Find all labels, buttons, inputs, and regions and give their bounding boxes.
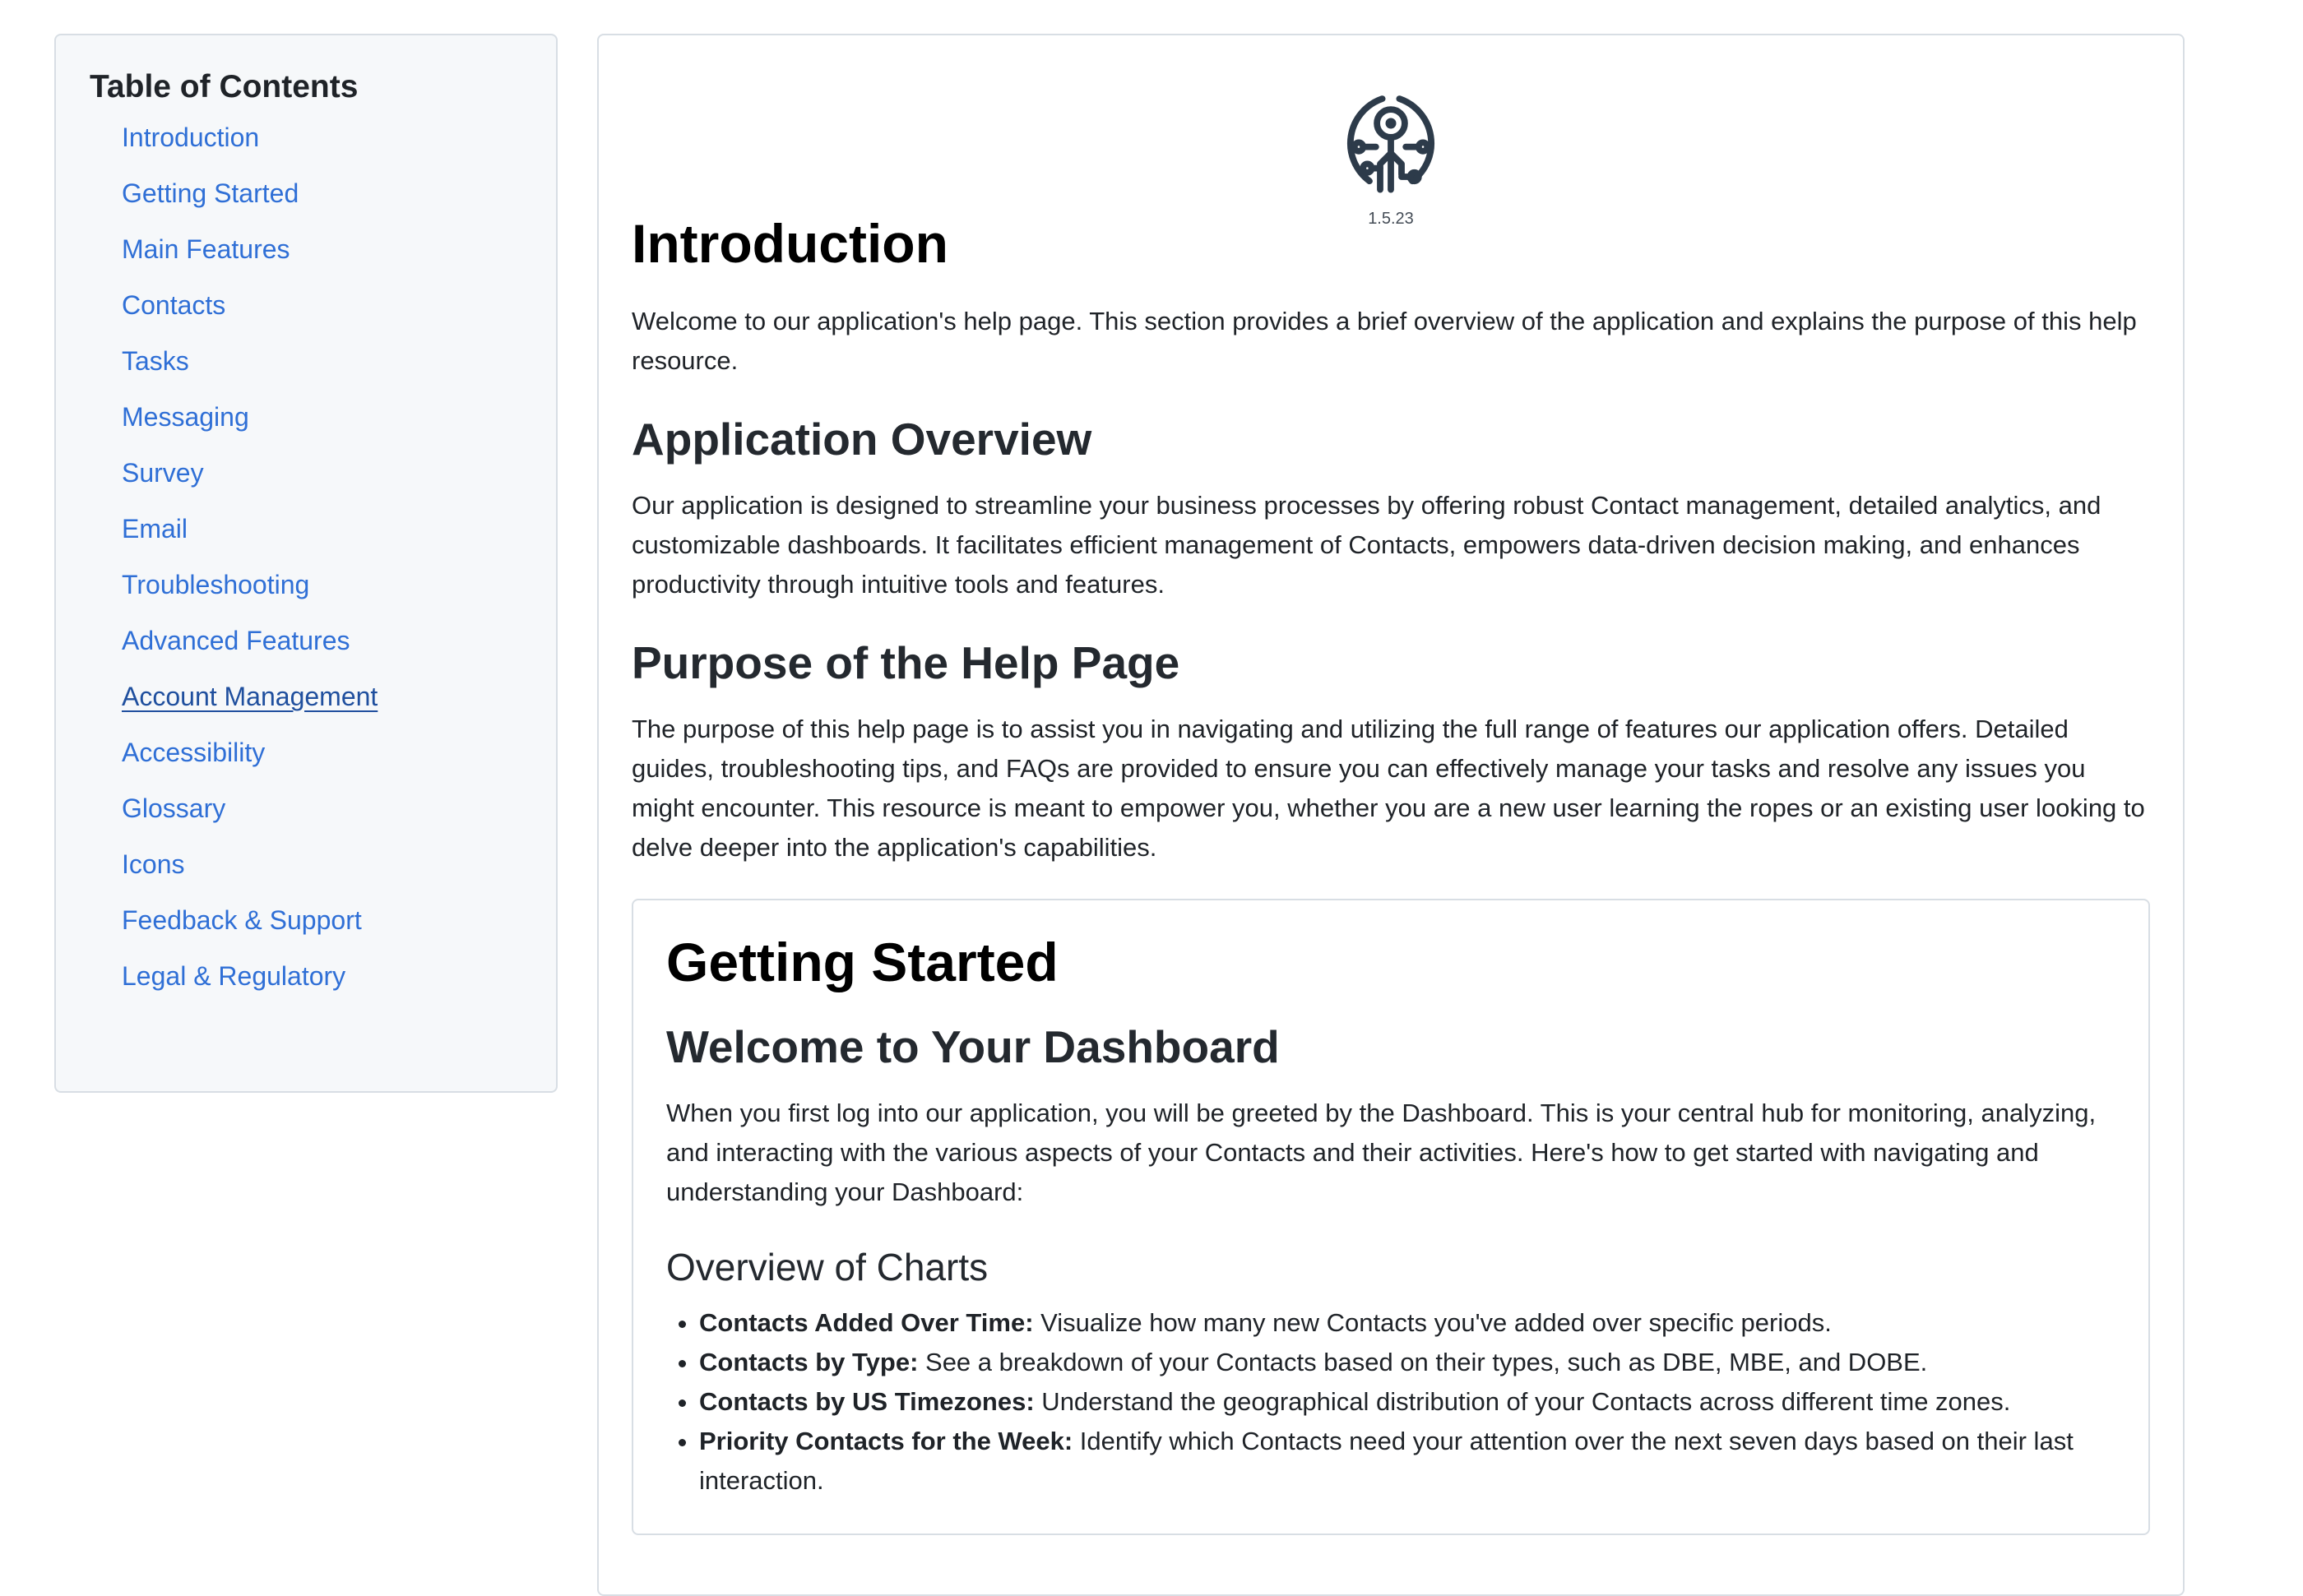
version-label: 1.5.23 bbox=[1368, 210, 1414, 228]
list-item-desc: Understand the geographical distribution of your Contacts across different time zones. bbox=[1034, 1387, 2011, 1417]
welcome-dashboard-heading: Welcome to Your Dashboard bbox=[666, 1021, 1280, 1073]
toc-link-contacts[interactable]: Contacts bbox=[122, 289, 226, 320]
list-item bbox=[699, 1343, 2115, 1382]
application-overview-heading: Application Overview bbox=[632, 414, 1092, 465]
toc-link-account-management[interactable]: Account Management bbox=[122, 681, 378, 711]
list-item bbox=[699, 1303, 2115, 1343]
toc-link-getting-started[interactable]: Getting Started bbox=[122, 178, 299, 208]
table-of-contents bbox=[54, 34, 558, 1093]
introduction-heading: Introduction bbox=[632, 213, 948, 274]
list-item-term: Contacts by US Timezones: bbox=[699, 1387, 1035, 1417]
welcome-dashboard-text: When you first log into our application, you will be greeted by the Dashboard. This is your central hub for monitoring, analyzing, and interacting with the various aspects of your Contacts and their activities. Here's how to get started with navigating and understanding your Dashboard: bbox=[666, 1099, 2097, 1207]
toc-title: Table of Contents bbox=[90, 69, 359, 104]
purpose-text: The purpose of this help page is to assist you in navigating and utilizing the full range of features our application offers. Detailed guides, troubleshooting tips, and FAQs are provided to ensure you can effectively manage your tasks and resolve any issues you might encounter. This resource is meant to empower you, whether you are a new user learning the ropes or an existing user looking to delve deeper into the application's capabilities. bbox=[632, 715, 2145, 862]
charts-list bbox=[666, 1303, 2115, 1501]
toc-link-feedback-support[interactable]: Feedback & Support bbox=[122, 904, 362, 935]
list-item-desc: See a breakdown of your Contacts based on their types, such as DBE, MBE, and DOBE. bbox=[918, 1348, 1928, 1377]
toc-link-email[interactable]: Email bbox=[122, 513, 188, 544]
getting-started-heading: Getting Started bbox=[666, 932, 1059, 992]
circuit-brain-icon bbox=[1337, 91, 1444, 198]
toc-link-introduction[interactable]: Introduction bbox=[122, 122, 260, 152]
toc-list bbox=[90, 122, 556, 1020]
overview-of-charts-heading: Overview of Charts bbox=[666, 1246, 989, 1289]
list-item-term: Contacts by Type: bbox=[699, 1348, 919, 1377]
purpose-heading: Purpose of the Help Page bbox=[632, 637, 1180, 688]
introduction-text: Welcome to our application's help page. This section provides a brief overview of the application and explains the purpose of this help resource. bbox=[632, 307, 2137, 375]
list-item bbox=[699, 1382, 2115, 1422]
toc-link-icons[interactable]: Icons bbox=[122, 849, 185, 879]
list-item-term: Contacts Added Over Time: bbox=[699, 1308, 1034, 1338]
toc-link-advanced-features[interactable]: Advanced Features bbox=[122, 625, 350, 655]
toc-link-accessibility[interactable]: Accessibility bbox=[122, 737, 266, 767]
help-content bbox=[597, 34, 2185, 1596]
list-item-desc: Visualize how many new Contacts you've added over specific periods. bbox=[1033, 1308, 1832, 1338]
getting-started-section bbox=[632, 899, 2150, 1535]
toc-link-glossary[interactable]: Glossary bbox=[122, 793, 226, 823]
application-overview-text: Our application is designed to streamline your business processes by offering robust Contact management, detailed analytics, and customizable dashboards. It facilitates efficient management of Contacts, empowers data-driven decision making, and enhances productivity through intuitive tools and features. bbox=[632, 491, 2101, 599]
list-item bbox=[699, 1422, 2115, 1501]
toc-link-troubleshooting[interactable]: Troubleshooting bbox=[122, 569, 310, 599]
toc-link-survey[interactable]: Survey bbox=[122, 457, 204, 488]
toc-link-tasks[interactable]: Tasks bbox=[122, 345, 189, 376]
toc-link-main-features[interactable]: Main Features bbox=[122, 234, 290, 264]
list-item-term: Priority Contacts for the Week: bbox=[699, 1427, 1073, 1456]
app-logo-header bbox=[632, 35, 2150, 228]
toc-link-legal-regulatory[interactable]: Legal & Regulatory bbox=[122, 960, 346, 991]
toc-link-messaging[interactable]: Messaging bbox=[122, 401, 249, 432]
list-item-desc: Identify which Contacts need your attention over the next seven days based on their last interaction. bbox=[699, 1427, 2074, 1496]
